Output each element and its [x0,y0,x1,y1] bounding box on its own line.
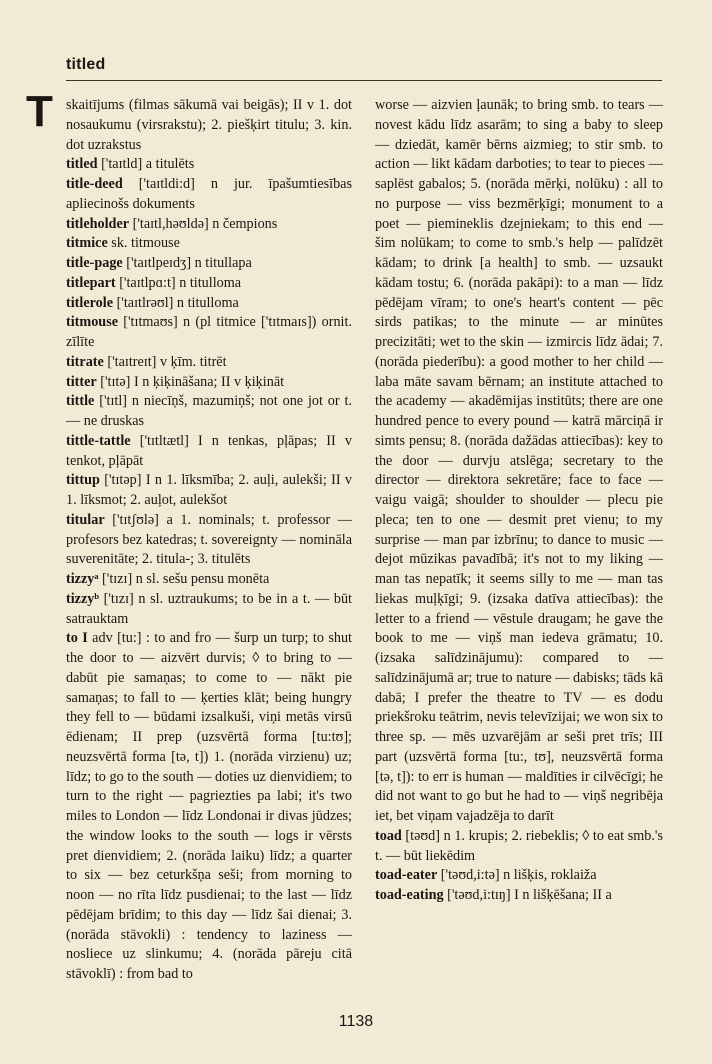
entry-definition: ['taɪtldi:d] n jur. īpašumtiesības apliecinošs dokuments [66,176,352,212]
entry-headword: to I [66,630,88,647]
running-header: titled [66,56,106,73]
dictionary-entry [66,254,352,274]
entry-definition: [təʊd] n 1. krupis; 2. riebeklis; ◊ to eat smb.'s t. — būt liekēdim [375,827,663,864]
entry-headword: toad-eating [375,887,444,903]
entry-definition: ['taɪtlrəʊl] n titulloma [113,294,239,311]
entry-headword: titmice [66,235,108,252]
dictionary-entry [66,471,352,511]
entry-headword: titleholder [66,215,130,232]
entry-headword: toad [375,827,402,844]
dictionary-entry [66,215,352,235]
dictionary-entry [66,175,352,215]
entry-headword: titlerole [66,294,114,311]
dictionary-entry [66,629,352,985]
dictionary-entry [375,827,663,867]
entry-definition: adv [tu:] : to and fro — šurp un turp; to shut the door to — aizvērt durvis; ◊ to bring to — dabūt pie samaņas; to come to — nākt pie samaņas; to fall to — ķerties klāt; being hungry they fell to — būdami izsalkuši, viņi metās virsū ēdienam; II prep (uzsvērtā forma [tu:tʊ]; neuzsvērtā forma [tə, t]) 1. (norāda virzienu) uz; līdz; to go to the south — doties uz dienvidiem; to turn to the right — pagriezties pa labi; it's two miles to London — līdz Londonai ir divas jūdzes; the window looks to the south — logs ir vērsts pret dienvidiem; 2. (norāda laiku) līdz; a quarter to six — bez ceturkšņa seši; from morning to noon — no rīta līdz pusdienai; to the last — līdz pēdējam brīdim; to this day — līdz šai dienai; 3. (norāda stāvokli) : tendency to laziness — nosliece uz slinkumu; 4. (norāda pāreju citā stāvoklī) : from bad to [66,630,352,982]
header-rule [66,80,662,81]
entry-definition: ['tɪtəp] I n 1. līksmība; 2. auļi, aulekši; II v 1. līksmot; 2. auļot, aulekšot [66,472,352,508]
entry-headword: titular [66,511,105,528]
entry-headword: titrate [66,353,104,370]
entry-headword: tittle-tattle [66,432,131,449]
dictionary-entry [375,866,663,886]
dictionary-entry [66,353,352,373]
entry-headword: titmouse [66,314,119,331]
entry-definition: ['tɪtl] n niecīņš, mazumiņš; not one jot or t. — ne druskas [66,393,352,429]
entry-headword: tittup [66,472,100,489]
entry-definition: sk. titmouse [107,235,180,252]
entry-definition: ['taɪtlpeɪdʒ] n titullapa [122,255,252,271]
entry-definition: ['təʊd,i:tɪŋ] I n lišķēšana; II a [443,887,612,903]
dictionary-entry [66,274,352,294]
entry-definition: ['tɪtʃʊlə] a 1. nominals; t. professor — profesors bez katedras; t. sovereignty — nomināla suverenitāte; 2. titula-; 3. titulēts [66,511,352,568]
entry-headword: tittle [66,393,95,410]
dictionary-entry [66,155,352,175]
entry-definition: ['tɪtmaʊs] n (pl titmice ['tɪtmaɪs]) ornit. zīlīte [66,314,352,350]
entry-definition: ['təʊd,i:tə] n lišķis, roklaiža [437,867,597,884]
entry-headword: titlepart [66,274,116,291]
entry-definition: ['taɪtl,həʊldə] n čempions [129,215,278,232]
entry-headword: tizzyᵃ [66,571,99,587]
entry-headword: titled [66,156,98,173]
dictionary-entry [66,590,352,630]
entry-definition: ['tɪzɪ] n sl. uztraukums; to be in a t. — būt satrauktam [66,590,352,627]
right-column [375,96,663,906]
entry-continuation: worse — aizvien ļaunāk; to bring smb. to tears — novest kādu līdz asarām; to sing a baby to sleep — dziedāt, kamēr bērns aizmieg; to stir smb. to action — likt kādam darboties; to tear to pieces — saplēst gabalos; 5. (norāda mērķi, nolūku) : all to no purpose — viss bezmērķīgi; monument to a poet — piemineklis dzejniekam; to this end — šim nolūkam; to come to smb.'s help — palīdzēt kādam; to drink [a health] to smb. — uzsaukt kādam tostu; 6. (norāda pakāpi): to a man — līdz pēdējam vīram; to one's heart's content — pēc sirds patikas; to the minute — ar minūtes precizitāti; wet to the skin — izmircis līdz ādai; 7. (norāda piederību): a good mother to her child — laba māte savam bērnam; an institute attached to the academy — akadēmijas institūts; there are one hundred pence to every pound — katrā mārciņā ir simts pensu; 8. (norāda dažādas attiecības): key to the door — durvju atslēga; secretary to the director — direktora sekretāre; face to face — vaigu vaigā; shoulder to shoulder — plecu pie pleca; ten to one — desmit pret vienu; to my surprise — man par izbrīnu; to dance to music — dejot mūzikas pavadībā; it's not to my liking — man tas nepatīk; it seems silly to me — man tas liekas muļķīgi; 9. (izsaka datīva attiecības): the letter to a friend — vēstule draugam; he gave the book to me — viņš man iedeva grāmatu; 10. (izsaka salīdzinājumu): compared to — salīdzinājumā ar; true to nature — dabisks; tāds kā dabā; I prefer the theatre to TV — es dodu priekšroku teātrim, nevis televīzijai; we won six to three sp. — mēs uzvarējām ar seši pret trīs; III part (uzsvērtā forma [tu:, tʊ], neuzsvērtā forma [tə, t]): to err is human — maldīties ir cilvēcīgi; he did not want to go but he had to — viņš negribēja iet, bet viņam vajadzēja to darīt [375,97,663,824]
dictionary-entry [66,570,352,590]
entry-headword: titter [66,373,97,390]
entry-headword: title-deed [66,176,123,192]
entry-headword: tizzyᵇ [66,590,99,607]
page-number: 1138 [338,1013,374,1030]
dictionary-entry [66,234,352,254]
entry-definition: ['taɪtld] a titulēts [97,156,195,173]
entry-definition: ['tɪtltætl] I n tenkas, pļāpas; II v tenkot, pļāpāt [66,432,352,469]
dictionary-entry [66,313,352,353]
entry-definition: ['tɪzɪ] n sl. sešu pensu monēta [98,571,270,587]
dictionary-entry [375,886,663,906]
entry-definition: ['tɪtə] I n ķiķināšana; II v ķiķināt [96,373,285,390]
entry-headword: title-page [66,255,123,271]
entry-continuation: skaitījums (filmas sākumā vai beigās); II v 1. dot nosaukumu (virsrakstu); 2. piešķirt titulu; 3. kin. dot uzrakstus [66,97,352,153]
dictionary-entry [66,511,352,570]
dictionary-entry [66,373,352,393]
left-column [66,96,352,985]
dictionary-entry [66,432,352,472]
entry-definition: ['taɪtreɪt] v ķīm. titrēt [103,353,227,370]
entry-definition: ['taɪtlpɑ:t] n titulloma [115,274,242,291]
dictionary-entry [66,294,352,314]
letter-tab: T [26,87,53,136]
entry-headword: toad-eater [375,867,438,884]
dictionary-entry [66,392,352,432]
